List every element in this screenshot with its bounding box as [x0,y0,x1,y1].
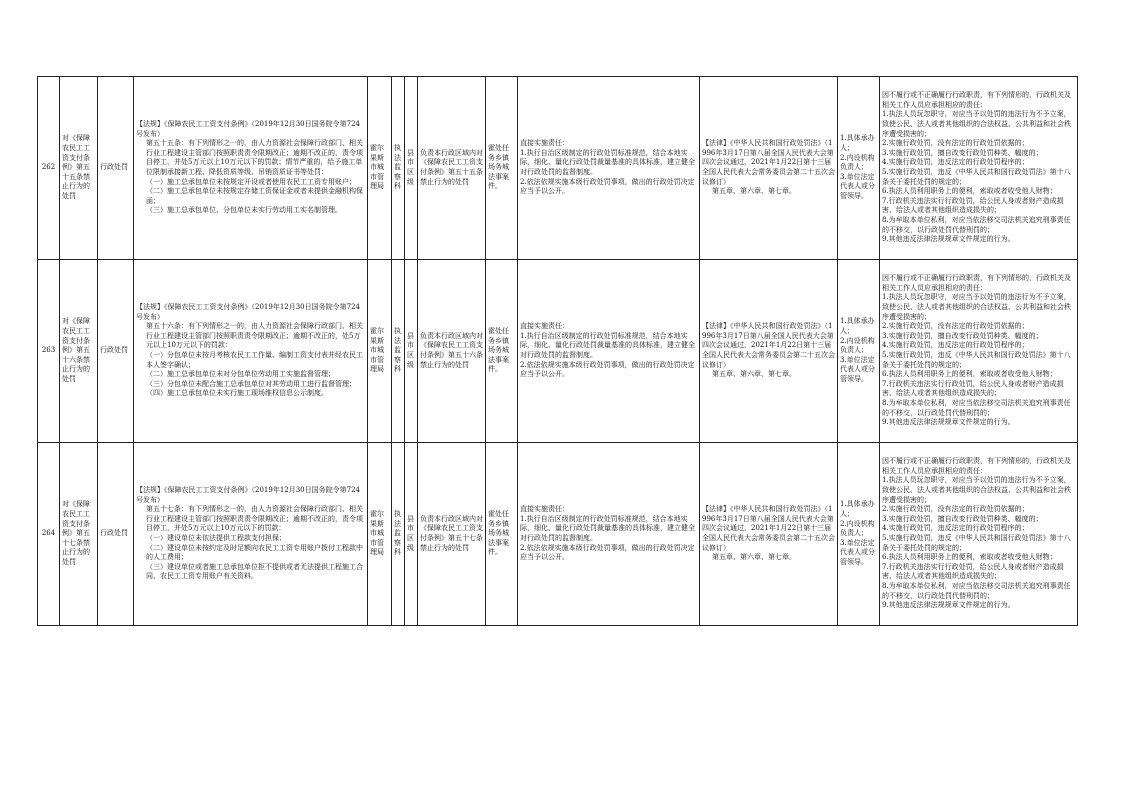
responsibility-line: 2.依法依规实施本级行政处罚事项，做出的行政处罚决定应当予以公开。 [520,543,695,562]
accountability-cases-line: 2.实施行政处罚，没有法定的行政处罚依据的； [882,139,1029,148]
accountability-cases-line: 9.其他违反法律法规规章文件规定的行为。 [882,601,1015,610]
handling-body: 霍处任务乡镇场务城法事案件。 [486,443,518,626]
item-name: 对《保障农民工工资支付条例》第五十七条禁止行为的处罚 [60,443,98,626]
legal-basis-line: （三）建设单位或者施工总承包单位拒不提供或者无法提供工程施工合同、农民工工资专用账户有关资料。 [146,562,363,581]
table-row [38,260,1078,443]
accountability-subject [838,77,880,260]
accountability-cases-line: 3.实施行政处罚，擅自改变行政处罚种类、幅度的； [882,148,1043,157]
item-type: 行政处罚 [98,260,134,443]
accountability-cases [880,260,1078,443]
legal-basis [134,260,368,443]
exercise-level: 县市区级 [405,443,418,626]
accountability-subject-line: 3.单位法定代表人或分管领导。 [840,355,875,383]
accountability-cases-line: 2.实施行政处罚，没有法定的行政处罚依据的； [882,505,1029,514]
legal-basis-line: 【法规】《保障农民工工资支付条例》（2019年12月30日国务院令第724号发布） [136,303,360,321]
accountability-basis [700,260,838,443]
accountability-cases-line: 1.执法人员玩忽职守，对应当予以处罚的违法行为不予立案，致使公民、法人或者其他组织的合法权益、公共利益和社会秩序遭受损害的； [882,293,1071,321]
accountability-basis-line: 【法律】《中华人民共和国行政处罚法》（1996年3月17日第八届全国人民代表大会第四次会议通过，2021年1月22日第十三届全国人民代表大会常务委员会第二十五次会议修订） [702,505,835,552]
legal-basis [134,443,368,626]
legal-basis-line: （一）分包单位未按月考核农民工工作量、编制工资支付表并经农民工本人签字确认； [146,351,363,369]
legal-basis-line: 第五十七条：有下列情形之一的，由人力资源社会保障行政部门、相关行业工程建设主管部门按照职责责令限期改正；逾期不改正的，责令项目停工，并处5万元以上10万元以下的罚款： [146,505,363,533]
accountability-cases-line: 因不履行或不正确履行行政职责，有下列情形的，行政机关及相关工作人员应承担相应的责任： [882,457,1071,475]
accountability-cases-line: 5.实施行政处罚，违反《中华人民共和国行政处罚法》第十八条关于委托处罚的规定的； [882,351,1071,369]
item-number: 262 [38,77,60,260]
item-name: 对《保障农民工工资支付条例》第五十六条禁止行为的处罚 [60,260,98,443]
responsibility [518,443,700,626]
accountability-cases-line: 8.为牟取本单位私利，对应当依法移交司法机关追究刑事责任的不移交，以行政处罚代替刑罚的； [882,215,1071,234]
accountability-cases-line: 因不履行或不正确履行行政职责，有下列情形的，行政机关及相关工作人员应承担相应的责任： [882,274,1071,292]
accountability-subject-line: 3.单位法定代表人或分管领导。 [840,172,875,200]
legal-basis-line: （二）施工总承包单位未按规定存储工资保证金或者未提供金融机构保函； [146,187,363,205]
accountability-cases-line: 5.实施行政处罚，违反《中华人民共和国行政处罚法》第十八条关于委托处罚的规定的； [882,168,1071,186]
accountability-subject-line: 1.具体承办人； [840,134,875,153]
accountability-cases-line: 1.执法人员玩忽职守，对应当予以处罚的违法行为不予立案，致使公民、法人或者其他组织的合法权益、公共利益和社会秩序遭受损害的； [882,110,1071,138]
legal-basis-line: 【法规】《保障农民工工资支付条例》（2019年12月30日国务院令第724号发布） [136,120,360,138]
accountability-basis [700,77,838,260]
item-number: 264 [38,443,60,626]
table-row [38,443,1078,626]
item-type: 行政处罚 [98,77,134,260]
accountability-basis-line: 第五章、第六章、第七章。 [712,553,796,562]
responsible-unit: 执法监察科 [392,260,405,443]
responsibility-line: 直接实施责任： [520,505,569,514]
legal-basis-line: （三）分包单位未配合施工总承包单位对其劳动用工进行监督管理； [146,379,356,388]
accountability-subject-line: 1.具体承办人； [840,317,875,336]
responsibility-line: 1.执行自治区级制定的行政处罚标准规范，结合本地实际，细化、量化行政处罚裁量基准的具体标准，建立健全对行政处罚的监督制度。 [520,148,695,176]
accountability-subject-line: 2.内设机构负责人； [840,519,875,538]
accountability-cases-line: 4.实施行政处罚，违反法定的行政处罚程序的； [882,158,1029,167]
legal-basis-line: （二）建设单位未按约定及时足额向农民工工资专用账户拨付工程款中的人工费用； [146,543,363,562]
accountability-cases-line: 9.其他违反法律法规规章文件规定的行为。 [882,235,1015,244]
responsibility-line: 1.执行自治区级制定的行政处罚标准规范，结合本地实际，细化、量化行政处罚裁量基准的具体标准，建立健全对行政处罚的监督制度。 [520,331,695,359]
accountability-subject-line: 3.单位法定代表人或分管领导。 [840,538,875,566]
table-row [38,77,1078,260]
responsibility-line: 1.执行自治区级制定的行政处罚标准规范，结合本地实际，细化、量化行政处罚裁量基准的具体标准，建立健全对行政处罚的监督制度。 [520,514,695,542]
item-number: 263 [38,260,60,443]
exercise-level: 县市区级 [405,77,418,260]
accountability-cases-line: 3.实施行政处罚，擅自改变行政处罚种类、幅度的； [882,331,1043,340]
accountability-cases-line: 3.实施行政处罚，擅自改变行政处罚种类、幅度的； [882,514,1043,523]
accountability-cases-line: 9.其他违反法律法规规章文件规定的行为。 [882,418,1015,427]
accountability-subject-line: 1.具体承办人； [840,500,875,519]
accountability-cases [880,443,1078,626]
accountability-cases-line: 6.执法人员利用职务上的便利，索取或者收受他人财物； [882,370,1057,379]
accountability-cases-line: 5.实施行政处罚，违反《中华人民共和国行政处罚法》第十八条关于委托处罚的规定的； [882,534,1071,552]
accountability-cases-line: 7.行政机关违法实行行政处罚，给公民人身或者财产造成损害、给法人或者其他组织造成损失的； [882,196,1064,215]
legal-basis-line: （一）建设单位未依法提供工程款支付担保； [146,534,286,542]
accountability-subject-line: 2.内设机构负责人； [840,153,875,172]
accountability-basis-line: 【法律】《中华人民共和国行政处罚法》（1996年3月17日第八届全国人民代表大会第四次会议通过，2021年1月22日第十三届全国人民代表大会常务委员会第二十五次会议修订） [702,139,835,186]
responsibility-line: 2.依法依规实施本级行政处罚事项，做出的行政处罚决定应当予以公开。 [520,177,695,196]
item-name: 对《保障农民工工资支付条例》第五十五条禁止行为的处罚 [60,77,98,260]
item-type: 行政处罚 [98,443,134,626]
responsibility [518,77,700,260]
responsibility-line: 2.依法依规实施本级行政处罚事项，做出的行政处罚决定应当予以公开。 [520,360,695,379]
implementing-org: 霍尔果斯市城市管理局 [368,260,392,443]
implementing-org: 霍尔果斯市城市管理局 [368,77,392,260]
legal-basis-line: 第五十五条：有下列情形之一的，由人力资源社会保障行政部门、相关行业工程建设主管部门按照职责责令限期改正；逾期不改正的，责令项目停工，并处5万元以上10万元以下的罚款；情节严重的，给予施工单位限制承接新工程、降低资质等级、吊销资质证书等处罚： [146,139,363,176]
responsibility-line: 直接实施责任： [520,139,569,148]
duty-scope: 负责本行政区域内对《保障农民工工资支付条例》第五十六条禁止行为的处罚 [418,260,486,443]
accountability-subject [838,443,880,626]
exercise-level: 县市区级 [405,260,418,443]
power-list-table [37,76,1078,626]
accountability-cases-line: 7.行政机关违法实行行政处罚，给公民人身或者财产造成损害、给法人或者其他组织造成损失的； [882,379,1064,398]
responsibility-line: 直接实施责任： [520,322,569,331]
accountability-cases-line: 因不履行或不正确履行行政职责，有下列情形的，行政机关及相关工作人员应承担相应的责任： [882,91,1071,109]
duty-scope: 负责本行政区域内对《保障农民工工资支付条例》第五十七条禁止行为的处罚 [418,443,486,626]
accountability-cases-line: 4.实施行政处罚，违反法定的行政处罚程序的； [882,524,1029,533]
accountability-cases-line: 8.为牟取本单位私利，对应当依法移交司法机关追究刑事责任的不移交，以行政处罚代替刑罚的； [882,398,1071,417]
accountability-cases-line: 2.实施行政处罚，没有法定的行政处罚依据的； [882,322,1029,331]
accountability-basis-line: 第五章、第六章、第七章。 [712,370,796,379]
implementing-org: 霍尔果斯市城市管理局 [368,443,392,626]
accountability-cases-line: 6.执法人员利用职务上的便利，索取或者收受他人财物； [882,553,1057,562]
accountability-cases [880,77,1078,260]
legal-basis-line: 【法规】《保障农民工工资支付条例》（2019年12月30日国务院令第724号发布） [136,486,360,504]
accountability-basis-line: 第五章、第六章、第七章。 [712,187,796,196]
accountability-basis-line: 【法律】《中华人民共和国行政处罚法》（1996年3月17日第八届全国人民代表大会第四次会议通过，2021年1月22日第十三届全国人民代表大会常务委员会第二十五次会议修订） [702,322,835,369]
accountability-cases-line: 8.为牟取本单位私利，对应当依法移交司法机关追究刑事责任的不移交，以行政处罚代替刑罚的； [882,581,1071,600]
accountability-cases-line: 4.实施行政处罚，违反法定的行政处罚程序的； [882,341,1029,350]
accountability-cases-line: 7.行政机关违法实行行政处罚，给公民人身或者财产造成损害、给法人或者其他组织造成损失的； [882,562,1064,581]
responsible-unit: 执法监察科 [392,443,405,626]
handling-body: 霍处任务乡镇场务城法事案件。 [486,77,518,260]
responsible-unit: 执法监察科 [392,77,405,260]
legal-basis-line: （三）施工总承包单位、分包单位未实行劳动用工实名制管理。 [146,206,342,215]
accountability-cases-line: 6.执法人员利用职务上的便利，索取或者收受他人财物； [882,187,1057,196]
duty-scope: 负责本行政区域内对《保障农民工工资支付条例》第五十五条禁止行为的处罚 [418,77,486,260]
legal-basis-line: （二）施工总承包单位未对分包单位劳动用工实施监督管理； [146,370,335,379]
accountability-cases-line: 1.执法人员玩忽职守，对应当予以处罚的违法行为不予立案，致使公民、法人或者其他组织的合法权益、公共利益和社会秩序遭受损害的； [882,476,1071,504]
legal-basis-line: （一）施工总承包单位未按规定开设或者使用农民工工资专用账户； [146,177,356,186]
legal-basis-line: 第五十六条：有下列情形之一的，由人力资源社会保障行政部门、相关行业工程建设主管部门按照职责责令限期改正；逾期不改正的，处5万元以上10万元以下的罚款： [146,322,363,350]
accountability-subject-line: 2.内设机构负责人； [840,336,875,355]
legal-basis [134,77,368,260]
accountability-subject [838,260,880,443]
responsibility [518,260,700,443]
legal-basis-line: （四）施工总承包单位未实行施工现场维权信息公示制度。 [146,389,328,398]
accountability-basis [700,443,838,626]
handling-body: 霍处任务乡镇场务城法事案件。 [486,260,518,443]
